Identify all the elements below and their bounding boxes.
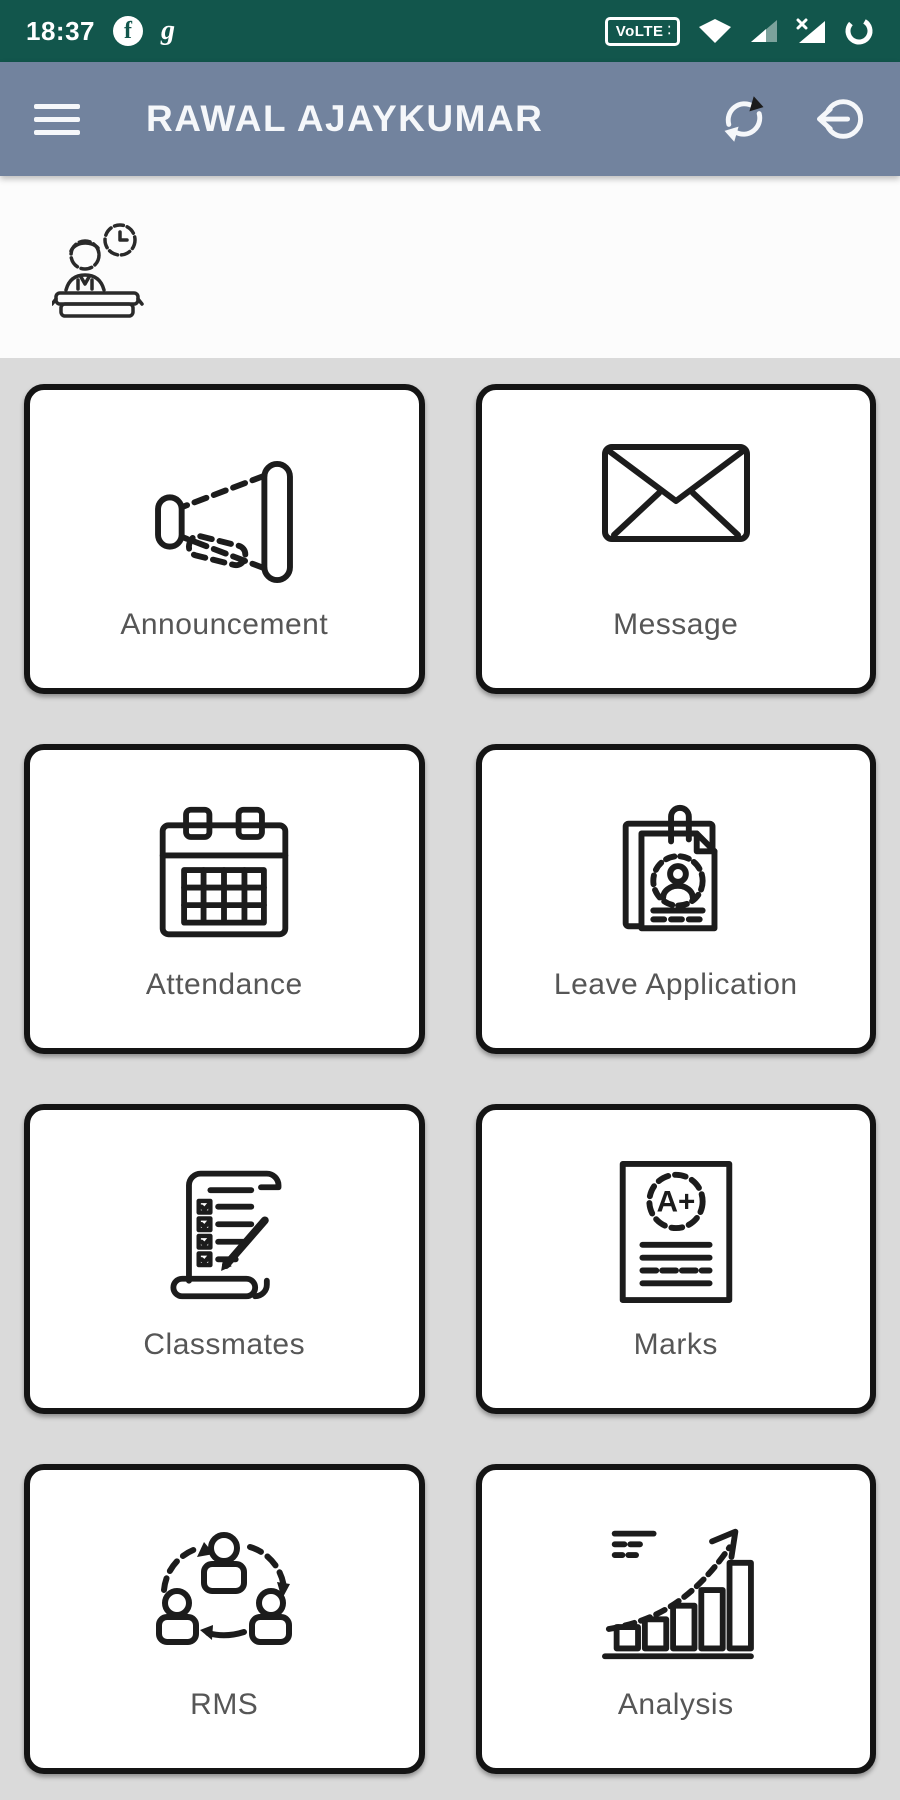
card-leave-application[interactable] [476, 744, 877, 1054]
facebook-notification-icon: f [113, 16, 143, 46]
card-analysis[interactable] [476, 1464, 877, 1774]
card-attendance[interactable] [24, 744, 425, 1054]
megaphone-icon [144, 458, 304, 586]
signal-no-sim-icon [796, 18, 826, 44]
sync-icon[interactable] [718, 93, 770, 145]
card-label: Classmates [143, 1328, 306, 1361]
analysis-chart-icon [595, 1520, 757, 1666]
volte-badge: VoLTE ⁚ [605, 17, 680, 46]
card-label: RMS [190, 1688, 259, 1721]
card-label: Announcement [120, 608, 329, 641]
card-label: Message [613, 608, 739, 641]
status-bar [0, 0, 900, 62]
rms-network-icon [144, 1526, 304, 1666]
clock-time: 18:37 [26, 15, 95, 46]
volte-dots: ⁚ [667, 24, 671, 37]
classmates-list-icon [148, 1160, 300, 1306]
leave-application-icon [601, 798, 751, 946]
card-classmates[interactable] [24, 1104, 425, 1414]
signal-strength-icon [750, 19, 778, 43]
svg-text:A+: A+ [656, 1185, 696, 1219]
dashboard [0, 358, 900, 1800]
card-announcement[interactable] [24, 384, 425, 694]
menu-icon[interactable] [34, 104, 80, 135]
marks-aplus-icon [615, 1158, 737, 1306]
app-bar [0, 62, 900, 176]
card-label: Attendance [145, 968, 303, 1001]
teacher-desk-clock-icon [52, 218, 148, 324]
card-rms[interactable] [24, 1464, 425, 1774]
calendar-icon [149, 800, 299, 946]
wifi-icon [698, 18, 732, 44]
logout-icon[interactable] [814, 93, 866, 145]
card-message[interactable] [476, 384, 877, 694]
page-title: RAWAL AJAYKUMAR [146, 98, 544, 139]
card-marks[interactable] [476, 1104, 877, 1414]
battery-saver-icon [844, 16, 874, 46]
card-label: Analysis [617, 1688, 734, 1721]
banner-section [0, 176, 900, 358]
card-label: Marks [633, 1328, 718, 1361]
g-notification-icon: g [161, 15, 175, 46]
envelope-icon [601, 443, 751, 543]
card-label: Leave Application [553, 968, 798, 1001]
